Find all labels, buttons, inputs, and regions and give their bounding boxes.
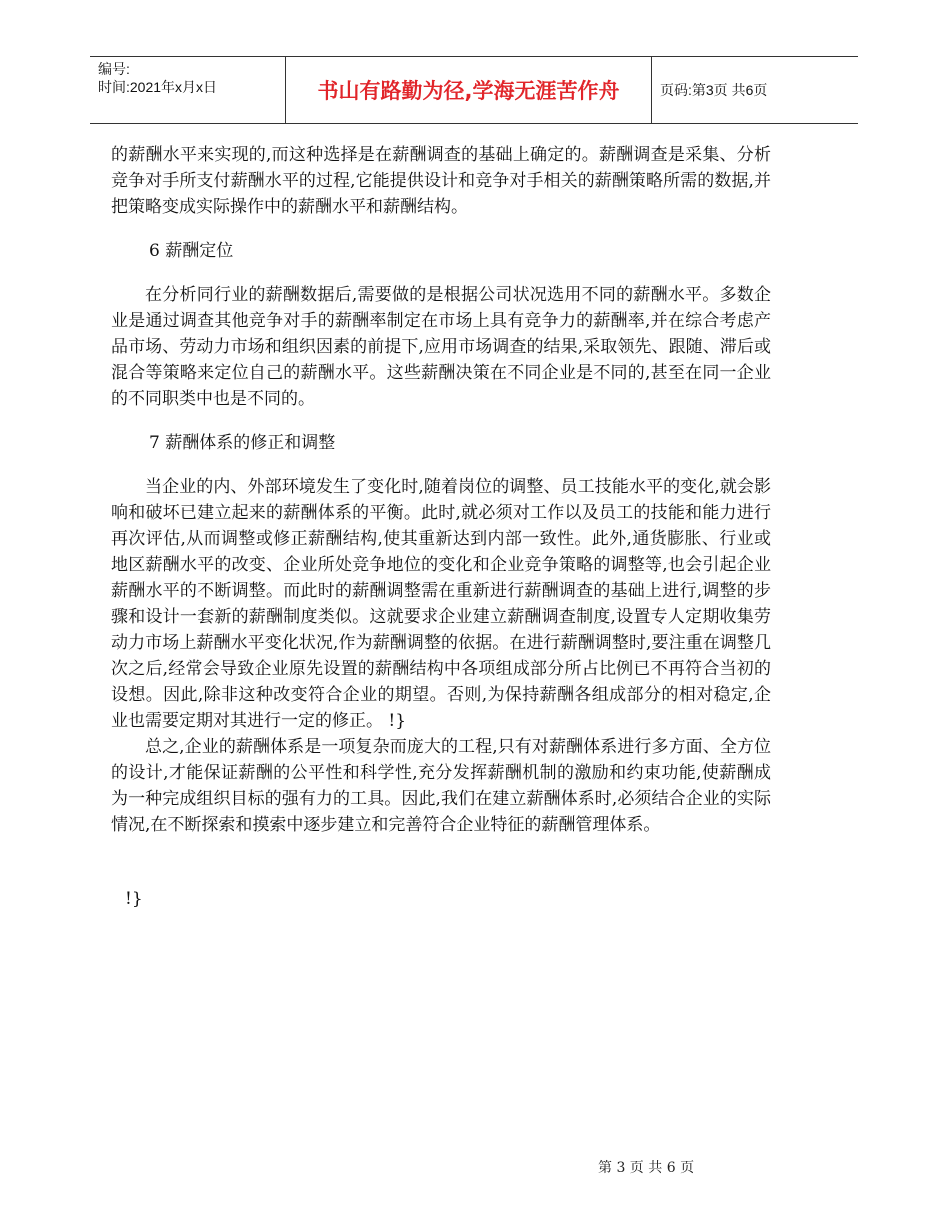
code-label: 编号: <box>98 61 130 77</box>
page-header <box>90 56 858 124</box>
paragraph-summary: 总之,企业的薪酬体系是一项复杂而庞大的工程,只有对薪酬体系进行多方面、全方位的设计,才能保证薪酬的公平性和科学性,充分发挥薪酬机制的激励和约束功能,使薪酬成为一种完成组织目标的强有力的工具。因此,我们在建立薪酬体系时,必须结合企业的实际情况,在不断探索和摸索中逐步建立和完善符合企业特征的薪酬管理体系。 <box>111 737 771 835</box>
section-heading-7: 7 薪酬体系的修正和调整 <box>149 433 336 453</box>
page-footer: 第 3 页 共 6 页 <box>598 1160 695 1176</box>
header-page-info: 页码:第3页 共6页 <box>660 82 768 98</box>
section-heading-6: 6 薪酬定位 <box>149 241 234 261</box>
document-body <box>111 142 771 912</box>
time-label: 时间:2021年x月x日 <box>98 79 218 95</box>
paragraph-adjustment: 当企业的内、外部环境发生了变化时,随着岗位的调整、员工技能水平的变化,就会影响和破坏已建立起来的薪酬体系的平衡。此时,就必须对工作以及员工的技能和能力进行再次评估,从而调整或修正薪酬结构,使其重新达到内部一致性。此外,通货膨胀、行业或地区薪酬水平的改变、企业所处竞争地位的变化和企业竞争策略的调整等,也会引起企业薪酬水平的不断调整。而此时的薪酬调整需在重新进行薪酬调查的基础上进行,调整的步骤和设计一套新的薪酬制度类似。这就要求企业建立薪酬调查制度,设置专人定期收集劳动力市场上薪酬水平变化状况,作为薪酬调整的依据。在进行薪酬调整时,要注重在调整几次之后,经常会导致企业原先设置的薪酬结构中各项组成部分所占比例已不再符合当初的设想。因此,除非这种改变符合企业的期望。否则,为保持薪酬各组成部分的相对稳定,企业也需要定期对其进行一定的修正。 !} <box>111 477 771 731</box>
paragraph-intro: 的薪酬水平来实现的,而这种选择是在薪酬调查的基础上确定的。薪酬调查是采集、分析竞争对手所支付薪酬水平的过程,它能提供设计和竞争对手相关的薪酬策略所需的数据,并把策略变成实际操作中的薪酬水平和薪酬结构。 <box>111 145 771 217</box>
stray-mark: !} <box>125 889 143 909</box>
paragraph-salary-positioning: 在分析同行业的薪酬数据后,需要做的是根据公司状况选用不同的薪酬水平。多数企业是通过调查其他竞争对手的薪酬率制定在市场上具有竞争力的薪酬率,并在综合考虑产品市场、劳动力市场和组织因素的前提下,应用市场调查的结果,采取领先、跟随、滞后或混合等策略来定位自己的薪酬水平。这些薪酬决策在不同企业是不同的,甚至在同一企业的不同职类中也是不同的。 <box>111 285 771 409</box>
header-meta <box>90 57 286 123</box>
header-motto: 书山有路勤为径,学海无涯苦作舟 <box>286 57 652 123</box>
